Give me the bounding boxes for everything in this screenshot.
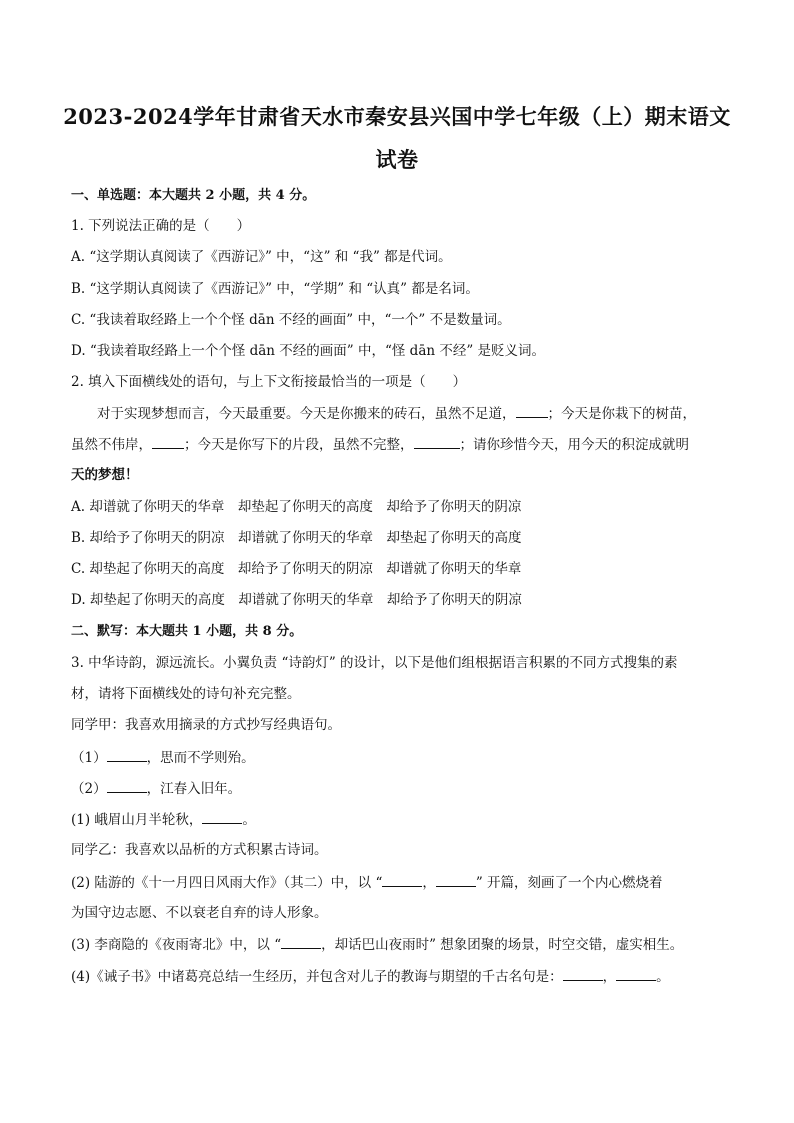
q3-b3	[71, 934, 683, 955]
q1-option-b: B. “这学期认真阅读了《西游记》” 中，“学期” 和 “认真” 都是名词。	[71, 281, 479, 297]
q1-stem: 1. 下列说法正确的是（ ）	[71, 218, 251, 234]
q3-stem-line1: 3. 中华诗韵，源远流长。小翼负责 “诗韵灯” 的设计，以下是他们组根据语言积累的不同方式搜集的素	[71, 655, 678, 671]
q3-b2-mid: ，	[422, 875, 436, 891]
q3-b3-prefix: (3) 李商隐的《夜雨寄北》中，以 “	[71, 937, 282, 953]
q3-b2-blank-2	[436, 872, 476, 887]
q2-passage-line2	[71, 434, 689, 455]
q2-passage-text: ；今天是你写下的片段，虽然不完整，	[184, 437, 414, 453]
q3-b2	[71, 872, 663, 893]
q3-a3	[71, 809, 256, 830]
exam-title-line1: 2023-2024学年甘肃省天水市秦安县兴国中学七年级（上）期末语文	[63, 104, 731, 129]
q3-a1	[71, 747, 255, 768]
q3-a2-blank	[107, 778, 147, 793]
exam-title-line2: 试卷	[375, 147, 419, 172]
q3-b3-blank	[281, 934, 321, 949]
q3-a1-suffix: ，思而不学则殆。	[146, 750, 255, 766]
q2-stem: 2. 填入下面横线处的语句，与上下文衔接最恰当的一项是（ ）	[71, 374, 467, 390]
q2-blank-2	[152, 434, 184, 449]
q2-passage-text: 虽然不伟岸，	[71, 437, 152, 453]
q3-b4-prefix: (4)《诫子书》中诸葛亮总结一生经历，并包含对儿子的教诲与期望的千古名句是：	[71, 969, 563, 985]
q3-b2-blank-1	[382, 872, 422, 887]
q1-option-a: A. “这学期认真阅读了《西游记》” 中，“这” 和 “我” 都是代词。	[71, 249, 452, 265]
q3-b4-suffix: 。	[656, 969, 670, 985]
q2-blank-3	[414, 434, 460, 449]
q3-student-b: 同学乙：我喜欢以品析的方式积累古诗词。	[71, 842, 328, 858]
q2-passage-line3: 天的梦想！	[71, 467, 139, 483]
section2-heading: 二、默写：本大题共 1 小题，共 8 分。	[71, 624, 303, 639]
q3-a1-prefix: （1）	[71, 750, 107, 766]
q3-b3-suffix: ，却话巴山夜雨时” 想象团聚的场景，时空交错，虚实相生。	[321, 937, 684, 953]
q2-option-d: D. 却垫起了你明天的高度 却谱就了你明天的华章 却给予了你明天的阴凉	[71, 592, 522, 608]
q3-b4	[71, 966, 670, 987]
q3-b2-suffix: ” 开篇，刻画了一个内心燃烧着	[475, 875, 663, 891]
q2-option-b: B. 却给予了你明天的阴凉 却谱就了你明天的华章 却垫起了你明天的高度	[71, 530, 522, 546]
q3-b4-mid: ，	[602, 969, 617, 985]
q2-blank-1	[516, 403, 548, 418]
q3-b4-blank-2	[616, 966, 656, 981]
q3-student-a: 同学甲：我喜欢用摘录的方式抄写经典语句。	[71, 717, 341, 733]
q3-a3-suffix: 。	[242, 812, 256, 828]
q3-a2	[71, 778, 241, 799]
q2-option-c: C. 却垫起了你明天的高度 却给予了你明天的阴凉 却谱就了你明天的华章	[71, 561, 522, 577]
q3-b2-line2: 为国守边志愿、不以衰老自弃的诗人形象。	[71, 905, 328, 921]
q3-stem-line2: 材，请将下面横线处的诗句补充完整。	[71, 686, 301, 702]
q1-option-d: D. “我读着取经路上一个个怪 dān 不经的画面” 中，“怪 dān 不经” 是贬义词。	[71, 343, 546, 359]
q2-passage-line1	[97, 403, 696, 424]
q2-passage-text: 对于实现梦想而言，今天最重要。今天是你搬来的砖石，虽然不足道，	[97, 406, 516, 422]
section1-heading: 一、单选题：本大题共 2 小题，共 4 分。	[71, 188, 316, 203]
q3-a2-suffix: ，江春入旧年。	[146, 781, 242, 797]
q3-a3-blank	[202, 809, 242, 824]
q2-passage-text: ；今天是你栽下的树苗，	[547, 406, 696, 422]
q3-a2-prefix: （2）	[71, 781, 107, 797]
q3-b4-blank-1	[563, 966, 603, 981]
q3-b2-prefix: (2) 陆游的《十一月四日风雨大作》（其二）中，以 “	[71, 875, 383, 891]
q3-a1-blank	[107, 747, 147, 762]
q3-a3-prefix: (1) 峨眉山月半轮秋，	[71, 812, 203, 828]
q1-option-c: C. “我读着取经路上一个个怪 dān 不经的画面” 中，“一个” 不是数量词。	[71, 312, 511, 328]
q2-option-a: A. 却谱就了你明天的华章 却垫起了你明天的高度 却给予了你明天的阴凉	[71, 499, 522, 515]
q2-passage-text: ；请你珍惜今天，用今天的积淀成就明	[459, 437, 689, 453]
